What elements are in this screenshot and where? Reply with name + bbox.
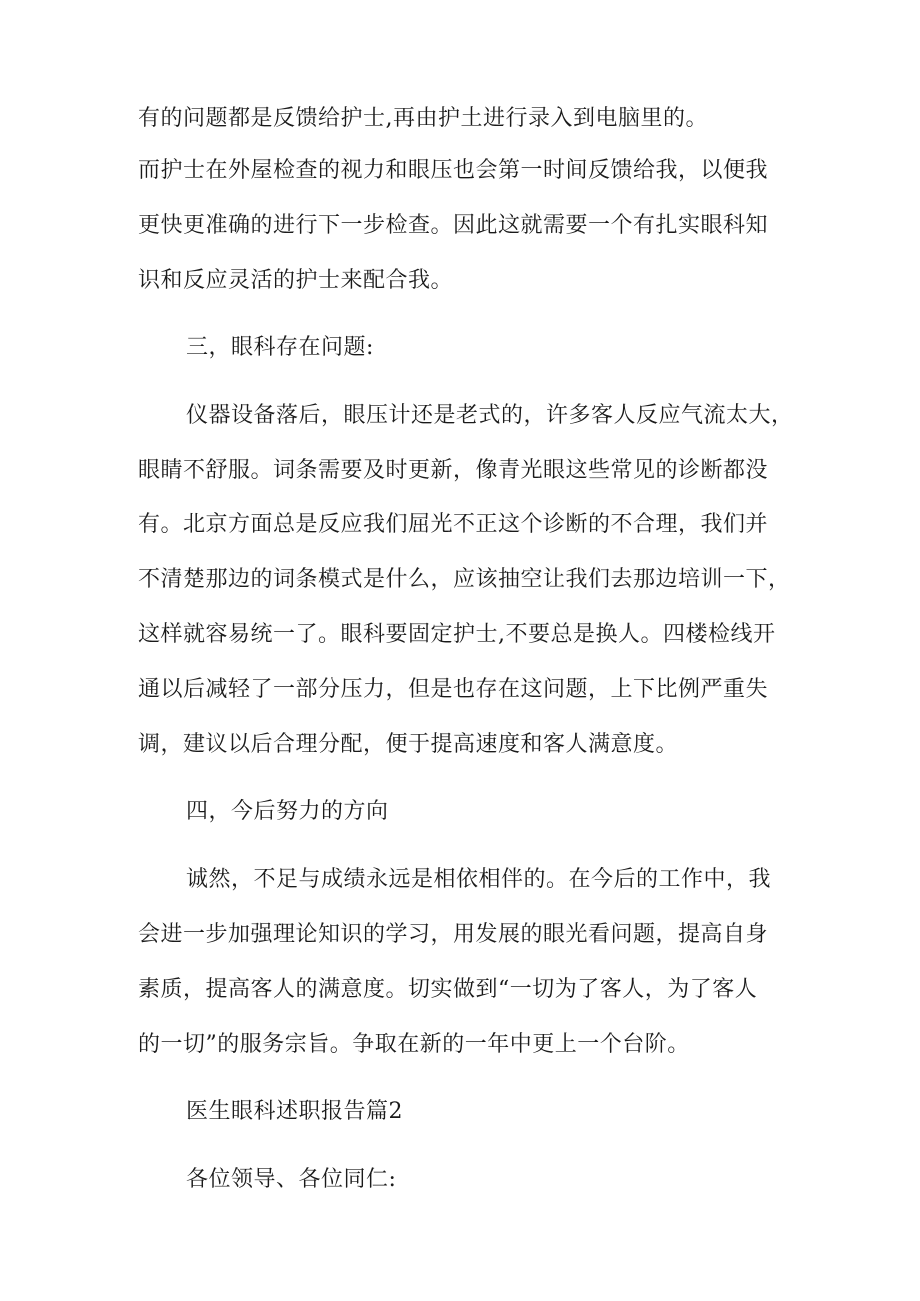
text-line: 有。北京方面总是反应我们屈光不正这个诊断的不合理，我们并	[138, 512, 769, 537]
report-title: 医生眼科述职报告篇2	[186, 1099, 403, 1124]
text-line: 不清楚那边的词条模式是什么，应该抽空让我们去那边培训一下，	[138, 567, 791, 592]
text-line: 眼睛不舒服。词条需要及时更新，像青光眼这些常见的诊断都没	[138, 458, 769, 483]
text-line: 这样就容易统一了。眼科要固定护士,不要总是换人。四楼检线开	[138, 622, 776, 647]
text-line: 诚然，不足与成绩永远是相依相伴的。在今后的工作中，我	[186, 867, 772, 892]
text-line: 会进一步加强理论知识的学习，用发展的眼光看问题，提高自身	[138, 922, 769, 947]
text-line: 而护士在外屋检查的视力和眼压也会第一时间反馈给我，以便我	[138, 158, 769, 183]
text-line: 通以后减轻了一部分压力，但是也存在这问题，上下比例严重失	[138, 677, 769, 702]
salutation: 各位领导、各位同仁:	[186, 1167, 397, 1192]
text-line: 素质，提高客人的满意度。切实做到“一切为了客人，为了客人	[138, 977, 758, 1002]
section-heading: 三，眼科存在问题:	[186, 335, 374, 360]
text-line: 有的问题都是反馈给护士,再由护土进行录入到电脑里的。	[138, 106, 708, 131]
section-heading: 四，今后努力的方向	[186, 799, 389, 824]
text-line: 调，建议以后合理分配，便于提高速度和客人满意度。	[138, 732, 679, 757]
text-line: 仪器设备落后，眼压计还是老式的，许多客人反应气流太大，	[186, 403, 794, 428]
text-line: 的一切”的服务宗旨。争取在新的一年中更上一个台阶。	[138, 1032, 690, 1057]
text-line: 识和反应灵活的护士来配合我。	[138, 268, 454, 293]
text-line: 更快更准确的进行下一步检查。因此这就需要一个有扎实眼科知	[138, 213, 769, 238]
